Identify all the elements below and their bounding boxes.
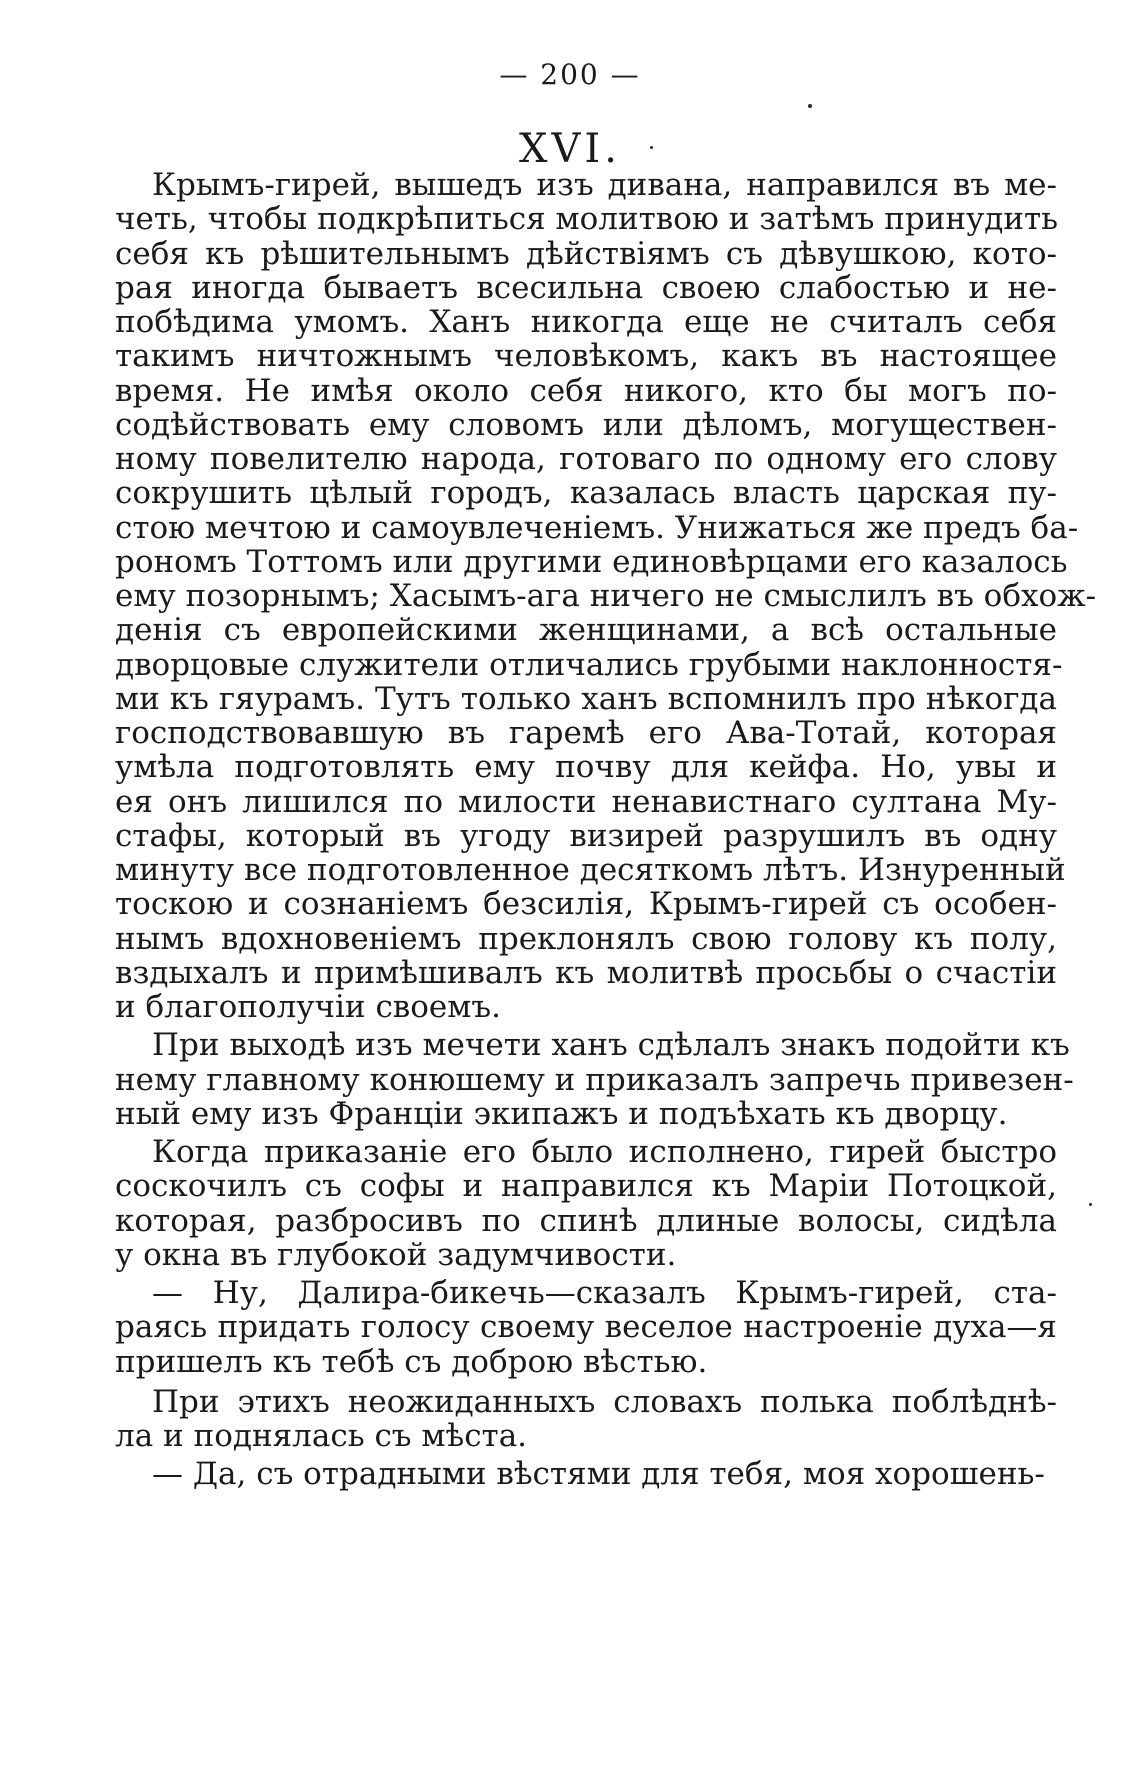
text-line: — Да, съ отрадными вѣстями для тебя, моя хорошень- <box>152 1456 1045 1493</box>
text-line: ному повелителю народа, готоваго по одному его слову <box>115 441 1057 477</box>
text-line: Крымъ-гирей, вышедъ изъ дивана, направился въ ме- <box>152 167 1057 203</box>
text-line: ему позорнымъ; Хасымъ-ага ничего не смыслилъ въ обхож- <box>115 578 1097 614</box>
text-line: четь, чтобы подкрѣпиться молитвою и затѣмъ принудить <box>115 201 1059 238</box>
text-line: рая иногда бываетъ всесильна своею слабостью и не- <box>115 269 1057 306</box>
print-speck <box>1089 1203 1092 1206</box>
text-line: время. Не имѣя около себя никого, кто бы могъ по- <box>115 372 1057 409</box>
text-line: содѣйствовать ему словомъ или дѣломъ, могуществен- <box>115 406 1057 443</box>
text-line: которая, разбросивъ по спинѣ длиные волосы, сидѣла <box>115 1202 1057 1239</box>
text-line: такимъ ничтожнымъ человѣкомъ, какъ въ настоящее <box>115 338 1057 375</box>
text-line: побѣдима умомъ. Ханъ никогда еще не считалъ себя <box>115 304 1057 340</box>
print-speck <box>650 146 653 149</box>
text-line: у окна въ глубокой задумчивости. <box>115 1236 677 1273</box>
page-number: — 200 — <box>499 58 641 91</box>
chapter-heading: XVI. <box>519 126 621 172</box>
text-line: нему главному конюшему и приказалъ запречь привезен- <box>115 1061 1074 1098</box>
text-line: вздыхалъ и примѣшивалъ къ молитвѣ просьбы о счастіи <box>115 954 1057 991</box>
text-line: раясь придать голосу своему веселое настроеніе духа—я <box>115 1309 1057 1346</box>
text-line: господствовавшую въ гаремѣ его Ава-Тотай, которая <box>115 715 1057 751</box>
text-line: стою мечтою и самоувлеченіемъ. Унижаться же предъ ба- <box>115 509 1079 546</box>
text-line: стафы, который въ угоду визирей разрушилъ въ одну <box>115 817 1057 854</box>
text-line: ный ему изъ Франціи экипажъ и подъѣхать къ дворцу. <box>115 1095 1008 1132</box>
text-line: Когда приказаніе его было исполнено, гирей быстро <box>152 1134 1057 1170</box>
text-line: сокрушить цѣлый городъ, казалась власть царская пу- <box>115 475 1057 512</box>
text-line: рономъ Тоттомъ или другими единовѣрцами его казалось <box>115 543 1068 580</box>
text-line: минуту все подготовленное десяткомъ лѣтъ. Изнуренный <box>115 852 1066 888</box>
print-speck <box>808 104 812 108</box>
text-line: денія съ европейскими женщинами, а всѣ остальные <box>115 612 1057 649</box>
text-line: пришелъ къ тебѣ съ доброю вѣстью. <box>115 1343 708 1380</box>
text-line: — Ну, Далира-бикечь—сказалъ Крымъ-гирей, ста- <box>152 1275 1057 1311</box>
text-line: ла и поднялась съ мѣста. <box>115 1418 528 1454</box>
text-line: умѣла подготовлять ему почву для кейфа. Но, увы и <box>115 749 1057 786</box>
text-line: тоскою и сознаніемъ безсилія, Крымъ-гирей съ особен- <box>115 886 1057 923</box>
text-line: При выходѣ изъ мечети ханъ сдѣлалъ знакъ подойти къ <box>152 1027 1070 1064</box>
text-line: и благополучіи своемъ. <box>115 989 501 1025</box>
text-line: При этихъ неожиданныхъ словахъ полька поблѣднѣ- <box>152 1383 1057 1420</box>
text-line: соскочилъ съ софы и направился къ Маріи Потоцкой, <box>115 1168 1057 1205</box>
text-line: дворцовые служители отличались грубыми наклонностя- <box>115 646 1063 683</box>
text-line: себя къ рѣшительнымъ дѣйствіямъ съ дѣвушкою, кото- <box>115 235 1057 272</box>
text-line: ми къ гяурамъ. Тутъ только ханъ вспомнилъ про нѣкогда <box>115 680 1057 717</box>
text-line: нымъ вдохновеніемъ преклонялъ свою голову къ полу, <box>115 920 1057 957</box>
text-line: ея онъ лишился по милости ненавистнаго султана Му- <box>115 783 1057 820</box>
